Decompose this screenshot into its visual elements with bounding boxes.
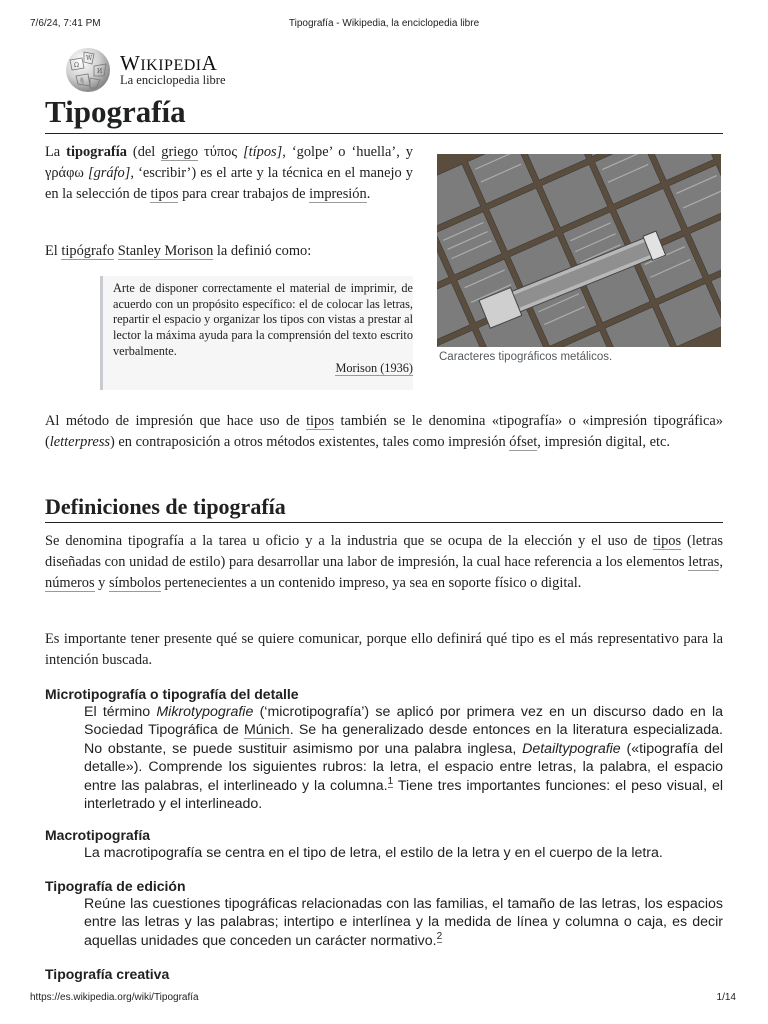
section-heading: Definiciones de tipografía <box>45 493 723 523</box>
text-run: la definió como: <box>213 243 312 259</box>
text-run: El <box>45 243 62 259</box>
intro-paragraph-1 <box>45 142 413 205</box>
print-header <box>0 18 768 34</box>
print-datetime: 7/6/24, 7:41 PM <box>30 18 101 29</box>
text-run: , <box>719 554 723 570</box>
text-run: τύπος <box>198 144 244 160</box>
link-tipos[interactable]: tipos <box>150 186 179 202</box>
blockquote <box>100 276 413 390</box>
wordmark-middle: IKIPEDI <box>140 57 202 74</box>
text-run: (‘microtipografía’) se aplicó por primera vez en un discurso dado en la Sociedad Tipográfica de <box>84 704 724 739</box>
text-run: . <box>366 186 371 202</box>
italic-run: Detailtypografie <box>522 740 621 757</box>
link-impresion[interactable]: impresión <box>309 186 367 202</box>
def-term-microtipografia: Microtipografía o tipografía del detalle <box>45 686 299 702</box>
svg-text:W: W <box>86 55 93 62</box>
text-run: Reúne las cuestiones tipográficas relacionadas con las familias, el tamaño de las letras, los espacios entre las letras y las palabras; intertipo e interlínea y la medida de línea y columna o caja, es decir aquellas unidades que conceden un carácter normativo. <box>84 896 723 949</box>
italic-run: [gráfo] <box>87 165 131 181</box>
text-run: , impresión digital, etc. <box>537 434 670 450</box>
quote-text: Arte de disponer correctamente el material de imprimir, de acuerdo con un propósito específico: el de colocar las letras, repartir el espacio y organizar los tipos con vistas a prestar al lector la máxima ayuda para la comprensión del texto escrito verbalmente. <box>113 281 413 358</box>
def-term-tipografia-de-edicion: Tipografía de edición <box>45 878 186 894</box>
section-paragraph-2: Es importante tener presente qué se quiere comunicar, porque ello definirá qué tipo es el más representativo para la intención buscada. <box>45 631 723 668</box>
link-simbolos[interactable]: símbolos <box>108 575 161 591</box>
svg-text:ή: ή <box>80 77 84 84</box>
reference-1-link[interactable]: 1 <box>387 775 394 787</box>
def-text-microtipografia <box>84 703 723 813</box>
print-url: https://es.wikipedia.org/wiki/Tipografía <box>30 992 199 1003</box>
svg-text:Ω: Ω <box>74 62 79 69</box>
text-run: también se le denomina «tipografía» o «impresión tipográfica» ( <box>45 413 723 450</box>
print-doc-title: Tipografía - Wikipedia, la enciclopedia libre <box>288 18 480 29</box>
reference-2-link[interactable]: 2 <box>436 931 443 943</box>
text-run: . Se ha generalizado desde entonces en la literatura especializada. No obstante, se puede sustituir asimismo por una palabra inglesa, <box>84 722 724 757</box>
link-numeros[interactable]: números <box>45 575 95 591</box>
wikipedia-logo[interactable] <box>64 46 264 96</box>
italic-run: [típos] <box>243 144 283 160</box>
text-run: («tipografía del detalle»). Comprende los siguientes rubros: la letra, el espacio entre letras, la palabra, el espacio entre las palabras, el interlineado y la columna. <box>84 740 723 794</box>
metal-type-case-image[interactable] <box>437 154 721 347</box>
quote-citation-link[interactable]: Morison (1936) <box>335 360 413 375</box>
intro-paragraph-3 <box>45 411 723 453</box>
figure <box>437 154 721 374</box>
text-run: para crear trabajos de <box>178 186 310 202</box>
wikipedia-tagline: La enciclopedia libre <box>120 73 226 87</box>
text-run: La <box>45 144 67 160</box>
text-run: Tiene tres importantes funciones: el peso visual, el interletrado y el interlineado. <box>84 777 724 813</box>
link-tipografo[interactable]: tipógrafo <box>61 243 115 259</box>
section-paragraph-1 <box>45 531 723 594</box>
intro-paragraph-2 <box>45 241 413 262</box>
print-footer <box>0 992 768 1008</box>
print-page-number: 1/14 <box>716 992 736 1003</box>
text-run: , ‘escribir’) es el arte y la técnica en el manejo y en la selección de <box>45 165 413 202</box>
text-run: (del <box>126 144 162 160</box>
def-text-macrotipografia: La macrotipografía se centra en el tipo de letra, el estilo de la letra y en el cuerpo de la letra. <box>84 845 663 861</box>
text-run: , ‘golpe’ o ‘huella’, y γράφω <box>45 144 413 181</box>
page-title: Tipografía <box>45 92 723 134</box>
def-term-macrotipografia: Macrotipografía <box>45 827 151 843</box>
link-letras[interactable]: letras <box>688 554 720 570</box>
italic-run: Mikrotypografie <box>156 704 254 720</box>
svg-text:И: И <box>97 68 103 75</box>
link-tipos[interactable]: tipos <box>653 533 682 549</box>
def-text-tipografia-de-edicion <box>84 895 723 950</box>
italic-run: letterpress <box>49 434 111 450</box>
text-run: (letras diseñadas con unidad de estilo) para desarrollar una labor de impresión, la cual hace referencia a los elementos <box>45 533 723 570</box>
link-griego[interactable]: griego <box>161 144 199 160</box>
link-ofset[interactable]: ófset <box>509 434 538 450</box>
text-run: Al método de impresión que hace uso de <box>45 413 307 429</box>
def-term-tipografia-creativa: Tipografía creativa <box>45 966 170 982</box>
link-tipos[interactable]: tipos <box>306 413 335 429</box>
text-run: Se denomina tipografía a la tarea u oficio y a la industria que se ocupa de la elección y el uso de <box>45 533 654 549</box>
bold-term: tipografía <box>66 144 127 160</box>
text-run: ) en contraposición a otros métodos existentes, tales como impresión <box>110 434 510 450</box>
figure-caption: Caracteres tipográficos metálicos. <box>439 351 613 363</box>
text-run: y <box>94 575 109 591</box>
text-run: pertenecientes a un contenido impreso, ya sea en soporte físico o digital. <box>160 575 582 591</box>
wikipedia-globe-icon <box>64 46 112 94</box>
wordmark-first-letter: W <box>120 51 141 75</box>
link-munich[interactable]: Múnich <box>243 722 290 739</box>
link-stanley-morison[interactable]: Stanley Morison <box>117 243 214 259</box>
text-run: El término <box>84 704 157 720</box>
wordmark-last-letter: A <box>201 51 218 75</box>
